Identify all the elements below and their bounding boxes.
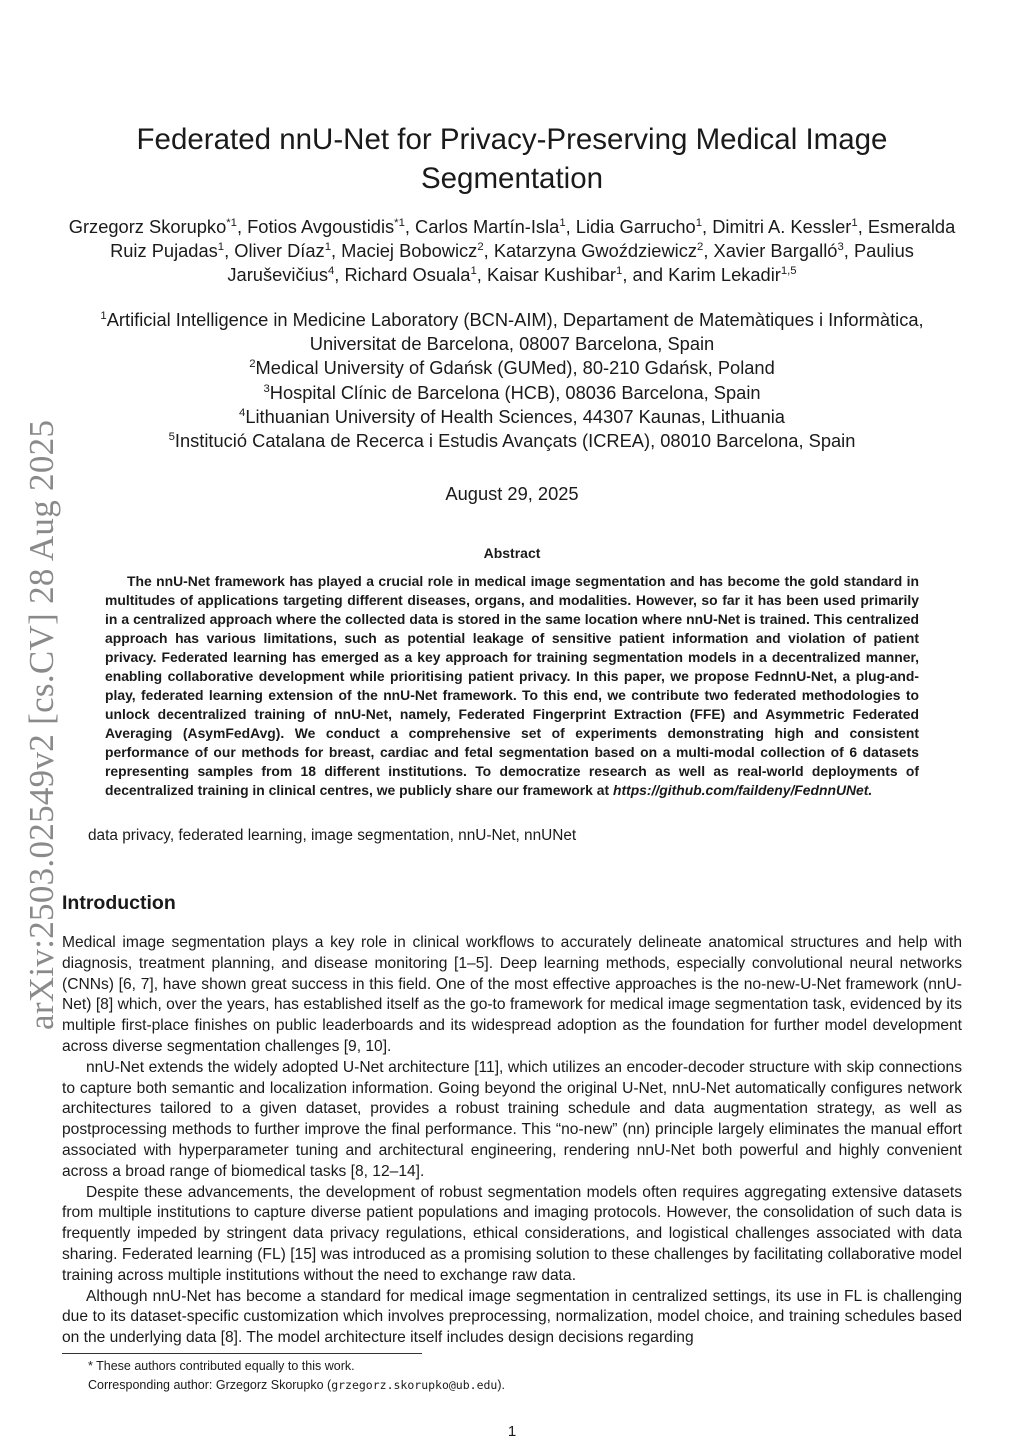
affiliation-number: 1 bbox=[100, 309, 107, 322]
abstract-body-text: The nnU-Net framework has played a crucial role in medical image segmentation and has become the gold standard in multitudes of applications targeting different diseases, organs, and modalities. However, so far it has been used primarily in a centralized approach where the collected data is stored in the same location where nnU-Net is trained. This centralized approach has various limitations, such as potential leakage of sensitive patient information and violation of patient privacy. Federated learning has emerged as a key approach for training segmentation models in a decentralized manner, enabling collaborative development while prioritising patient privacy. In this paper, we propose FednnU-Net, a plug-and-play, federated learning extension of the nnU-Net framework. To this end, we contribute two federated methodologies to unlock decentralized training of nnU-Net, namely, Federated Fingerprint Extraction (FFE) and Asymmetric Federated Averaging (AsymFedAvg). We conduct a comprehensive set of experiments demonstrating high and consistent performance of our methods for breast, cardiac and fetal segmentation based on a multi-modal collection of 6 datasets representing samples from 18 different institutions. To democratize research as well as real-world deployments of decentralized training in clinical centres, we publicly share our framework at bbox=[105, 573, 919, 798]
affiliation-text: Lithuanian University of Health Sciences, 44307 Kaunas, Lithuania bbox=[245, 405, 785, 427]
affiliation-list bbox=[60, 308, 964, 453]
author-name: Carlos Martín-Isla$^1$ bbox=[415, 216, 566, 237]
author-name: Grzegorz Skorupko$^{*1}$ bbox=[68, 216, 237, 237]
affiliation-text: Hospital Clínic de Barcelona (HCB), 08036 Barcelona, Spain bbox=[269, 381, 761, 403]
author-affiliation-marker: 1 bbox=[695, 216, 703, 229]
keywords: data privacy, federated learning, image segmentation, nnU-Net, nnUNet bbox=[88, 827, 577, 844]
affiliation-number: 5 bbox=[168, 430, 175, 443]
author-name: Lidia Garrucho$^1$ bbox=[575, 216, 703, 237]
author-name: Kaisar Kushibar$^1$ bbox=[486, 264, 623, 286]
corresponding-email[interactable]: grzegorz.skorupko@ub.edu bbox=[331, 1378, 498, 1392]
author-affiliation-marker: 4 bbox=[327, 265, 335, 278]
page-number: 1 bbox=[507, 1423, 517, 1440]
affiliation bbox=[60, 308, 964, 356]
arxiv-identifier-stamp: arXiv:2503.02549v2 [cs.CV] 28 Aug 2025 bbox=[22, 419, 61, 1030]
footnotes bbox=[88, 1357, 505, 1395]
affiliation-text: Medical University of Gdańsk (GUMed), 80-210 Gdańsk, Poland bbox=[255, 357, 775, 379]
abstract-heading: Abstract bbox=[483, 545, 541, 561]
author-affiliation-marker: 1 bbox=[851, 216, 858, 229]
author-affiliation-marker: 2 bbox=[697, 241, 704, 254]
affiliation bbox=[60, 405, 964, 429]
affiliation-text: Artificial Intelligence in Medicine Laboratory (BCN-AIM), Departament de Matemàtiques i Informàtica, Universitat de Barcelona, 08007 Barcelona, Spain bbox=[106, 309, 924, 355]
author-affiliation-marker: 1 bbox=[324, 241, 331, 254]
affiliation-number: 3 bbox=[263, 382, 270, 395]
affiliation-number: 4 bbox=[239, 406, 246, 419]
paper-title: Federated nnU-Net for Privacy-Preserving Medical Image Segmentation bbox=[136, 123, 888, 195]
author-affiliation-marker: *1 bbox=[226, 216, 237, 229]
affiliation bbox=[60, 429, 964, 453]
repository-link[interactable]: https://github.com/faildeny/FednnUNet. bbox=[612, 782, 873, 798]
footnote-equal-contribution: * These authors contributed equally to this work. bbox=[88, 1359, 355, 1373]
paragraph: nnU-Net extends the widely adopted U-Net architecture [11], which utilizes an encoder-decoder structure with skip connections to capture both semantic and localization information. Going beyond the original U-Net, nnU-Net automatically configures network architectures tailored to a given dataset, provides a robust training schedule and data augmentation strategy, as well as postprocessing methods to further improve the final performance. This “no-new” (nn) principle largely eliminates the manual effort associated with hyperparameter tuning and architectural engineering, rendering nnU-Net both powerful and highly convenient across a broad range of biomedical tasks [8, 12–14]. bbox=[62, 1058, 962, 1180]
author-name: Richard Osuala$^1$ bbox=[344, 264, 477, 286]
author-name: Xavier Bargalló$^3$ bbox=[713, 240, 844, 262]
footnote-corresponding-author: Corresponding author: Grzegorz Skorupko (grzegorz.skorupko@ub.edu). bbox=[88, 1378, 505, 1392]
introduction-body bbox=[62, 933, 962, 1349]
author-affiliation-marker: 1,5 bbox=[780, 265, 797, 278]
author-name: Esmeralda Ruiz Pujadas$^1$ bbox=[110, 216, 956, 262]
paragraph: Medical image segmentation plays a key role in clinical workflows to accurately delineate anatomical structures and help with diagnosis, treatment planning, and disease monitoring [1–5]. Deep learning methods, especially convolutional neural networks (CNNs) [6, 7], have shown great success in this field. One of the most effective approaches is the no-new-U-Net framework (nnU-Net) [8] which, over the years, has established itself as the go-to framework for medical image segmentation task, evidenced by its multiple first-place finishes on public leaderboards and its widespread adoption as the foundation for further model development across diverse segmentation challenges [9, 10]. bbox=[62, 934, 962, 1055]
author-affiliation-marker: 2 bbox=[477, 241, 484, 254]
author-name: Katarzyna Gwoździewicz$^2$ bbox=[493, 240, 704, 262]
abstract-text bbox=[105, 572, 919, 800]
paragraph: Despite these advancements, the development of robust segmentation models often requires aggregating extensive datasets from multiple institutions to capture diverse patient populations and imaging protocols. However, the consolidation of such data is frequently impeded by stringent data privacy regulations, ethical considerations, and logistical challenges associated with data sharing. Federated learning (FL) [15] was introduced as a promising solution to these challenges by facilitating collaborative model training across multiple institutions without the need to exchange raw data. bbox=[62, 1183, 962, 1284]
author-affiliation-marker: *1 bbox=[394, 216, 405, 229]
author-affiliation-marker: 1 bbox=[616, 265, 623, 278]
author-affiliation-marker: 1 bbox=[217, 241, 225, 254]
affiliation bbox=[60, 356, 964, 380]
author-affiliation-marker: 1 bbox=[559, 216, 566, 229]
footnote-divider bbox=[62, 1353, 422, 1354]
author-name: Oliver Díaz$^1$ bbox=[234, 240, 331, 262]
publication-date: August 29, 2025 bbox=[445, 483, 579, 504]
section-heading-introduction: Introduction bbox=[62, 892, 176, 914]
author-name: Dimitri A. Kessler$^1$ bbox=[712, 216, 858, 237]
author-name: Fotios Avgoustidis$^{*1}$ bbox=[247, 216, 405, 237]
author-affiliation-marker: 1 bbox=[470, 265, 477, 278]
affiliation-text: Institució Catalana de Recerca i Estudis Avançats (ICREA), 08010 Barcelona, Spain bbox=[174, 430, 856, 452]
author-list: Grzegorz Skorupko$^{*1}$, Fotios Avgoustidis$^{*1}$, Carlos Martín-Isla$^1$, Lidia Garrucho$^1$, Dimitri A. Kessler$^1$, Esmeralda Ruiz Pujadas$^1$, Oliver Díaz$^1$, Maciej Bobowicz$^2$, Katarzyna Gwoździewicz$^2$, Xavier Bargalló$^3$, Paulius Jaruševičius$^4$, Richard Osuala$^1$, Kaisar Kushibar$^1$, and Karim Lekadir$^{1,5}$ bbox=[68, 216, 956, 286]
affiliation-number: 2 bbox=[249, 358, 256, 371]
paragraph: Although nnU-Net has become a standard for medical image segmentation in centralized settings, its use in FL is challenging due to its dataset-specific customization which involves preprocessing, normalization, model choice, and training schedules based on the underlying data [8]. The model architecture itself includes design decisions regarding bbox=[62, 1287, 962, 1347]
author-affiliation-marker: 3 bbox=[837, 241, 844, 254]
author-name: Maciej Bobowicz$^2$ bbox=[341, 240, 484, 262]
author-name: Karim Lekadir$^{1,5}$ bbox=[668, 264, 797, 286]
author-name: Paulius Jaruševičius$^4$ bbox=[227, 240, 914, 286]
affiliation bbox=[60, 381, 964, 405]
